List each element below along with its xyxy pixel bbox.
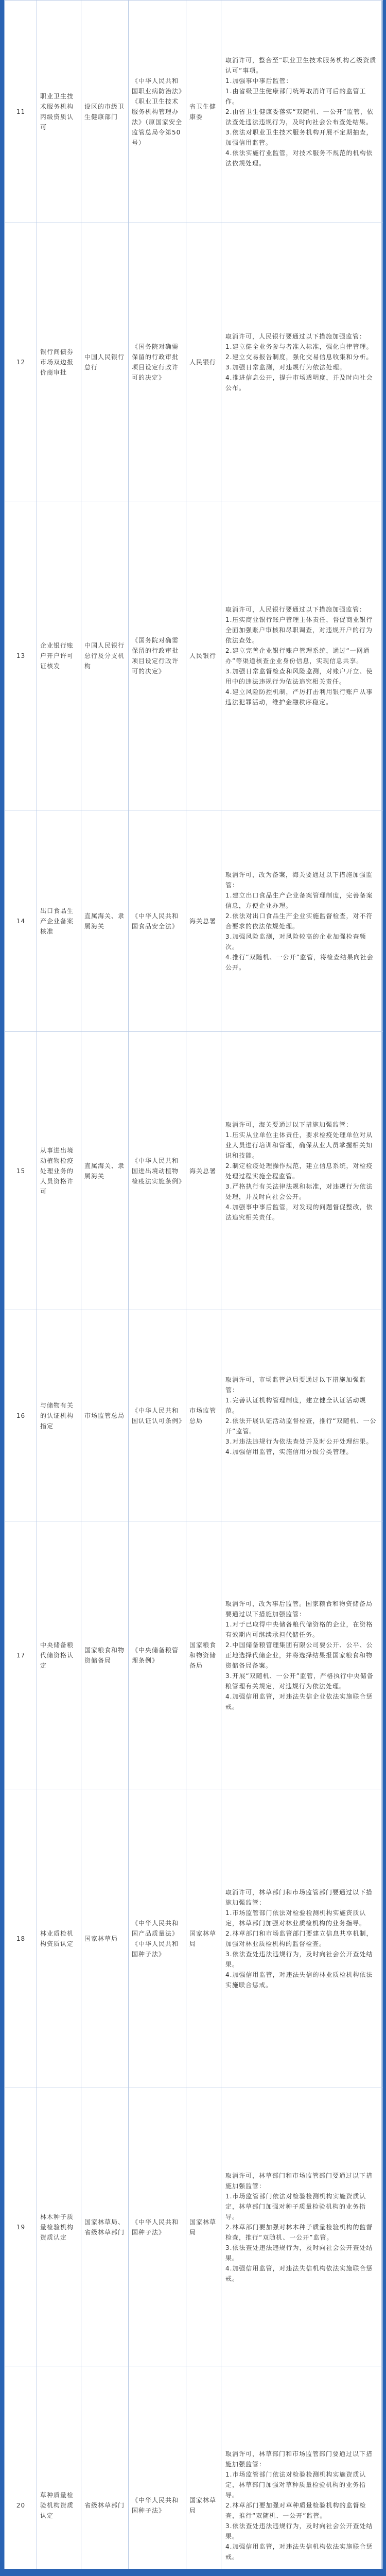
- legal-basis: 《国务院对确需保留的行政审批项目设定行政许可的决定》: [129, 223, 186, 501]
- measure-line: 4.加强事中事后监管，对发现的问题督促整改，依法追究相关责任。: [225, 1203, 373, 1221]
- item-name: 职业卫生技术服务机构丙级资质认可: [37, 1, 81, 223]
- item-name: 林木种子质量检验机构资质认定: [37, 2088, 81, 2366]
- measure-line: 1.市场监管部门依法对检验检测机构实施资质认定，林草部门加强对草种质量检验机构的业务指导。: [225, 2470, 366, 2499]
- reform-measures: [221, 1789, 383, 2088]
- measure-line: 1.市场监管部门依法对检验检测机构实施资质认定，林草部门加强对林业质检机构的业务指导。: [225, 1909, 366, 1927]
- measure-line: 2.建立完善企业银行账户管理系统，通过“一网通办”等渠道核查企业身份信息，实现信息共享。: [225, 647, 370, 665]
- measure-line: 3.加强日常监测，对违规行为依法处理。: [225, 363, 346, 371]
- reform-measures: [221, 1310, 383, 1521]
- legal-basis: 《中华人民共和国产品质量法》《中华人民共和国种子法》: [129, 1789, 186, 2088]
- measure-line: 取消许可，人民银行要通过以下措施加强监管：: [225, 332, 366, 340]
- legal-basis: 《中华人民共和国进出境动植物检疫法实施条例》: [129, 1032, 186, 1310]
- item-name: 企业银行账户开户许可证核发: [37, 501, 81, 810]
- measure-line: 1.建立健全业务参与者准入标准，强化自律管理。: [225, 343, 373, 350]
- measure-line: 4.推行“双随机、一公开”监管，将检查结果向社会公开。: [225, 953, 374, 971]
- measure-line: 2.依法开展认证活动监督检查，推行“双随机、一公开”监管。: [225, 1417, 377, 1435]
- item-name: 出口食品生产企业备案核准: [37, 810, 81, 1032]
- responsible-dept: 国家林草局: [186, 2088, 221, 2366]
- measure-line: 4.建立风险防控机制，严厉打击利用银行账户从事违法犯罪活动，维护金融秩序稳定。: [225, 688, 373, 706]
- measure-line: 2.林草部门和市场监管部门要建立信息共享机制，加强对林业质检机构的监督检查。: [225, 1929, 373, 1947]
- table-row: [5, 2088, 383, 2366]
- responsible-dept: 市场监管总局: [186, 1310, 221, 1521]
- responsible-dept: 省卫生健康委: [186, 1, 221, 223]
- measure-line: 1.对于已取得中央储备粮代储资格的企业，在资格有效期内可继续承担代储任务。: [225, 1620, 373, 1638]
- row-number: 20: [5, 2366, 37, 2576]
- measure-line: 3.对违法违规行为依法查处并及时公开处理结果。: [225, 1437, 373, 1445]
- table-row: [5, 1032, 383, 1310]
- grant-authority: 省级林草部门: [81, 2366, 129, 2576]
- reform-measures: [221, 223, 383, 501]
- table-body: [5, 1, 383, 2576]
- measure-line: 2.建立交易报告制度，强化交易信息收集和分析。: [225, 353, 373, 361]
- grant-authority: 中国人民银行总行: [81, 223, 129, 501]
- reform-table: [5, 0, 383, 2576]
- measure-line: 取消许可，林草部门和市场监管部门要通过以下措施加强监管：: [225, 2450, 373, 2468]
- measure-line: 2.林草部门要加强对草种质量检验机构的监督检查，推行“双随机、一公开”监管。: [225, 2501, 366, 2519]
- table-row: [5, 1310, 383, 1521]
- measure-line: 4.推进信息公开，提升市场透明度，并及时向社会公布。: [225, 374, 373, 392]
- legal-basis: 《中华人民共和国认证认可条例》: [129, 1310, 186, 1521]
- measure-line: 4.加强信用监管，对违法失信的林业质检机构依法实施联合惩戒。: [225, 1971, 373, 1989]
- table-row: [5, 1521, 383, 1789]
- measure-line: 3.依法查处违法违规行为，及时向社会公开查处结果。: [225, 2522, 373, 2540]
- measure-line: 2.中国储备粮管理集团有限公司要公开、公平、公正地选择代储企业，并将选择结果报国家粮食和物资储备局备案。: [225, 1641, 373, 1669]
- reform-measures: [221, 810, 383, 1032]
- measure-line: 4.加强信用监管，对违法失信机构依法实施联合惩戒。: [225, 2543, 373, 2561]
- item-name: 从事进出境动植物检疫处理业务的人员资格许可: [37, 1032, 81, 1310]
- grant-authority: 设区的市级卫生健康部门: [81, 1, 129, 223]
- responsible-dept: 人民银行: [186, 501, 221, 810]
- measure-line: 1.加强事中事后监管：: [225, 77, 293, 84]
- responsible-dept: 国家林草局: [186, 2366, 221, 2576]
- measure-line: 3.加强风险监测，对风险较高的企业加强检查频次。: [225, 933, 366, 951]
- grant-authority: 国家林草局: [81, 1789, 129, 2088]
- measure-line: 3.加强日常监督检查和风险监测，对账户开立、使用中的违法违规行为依法追究相关责任。: [225, 667, 373, 685]
- legal-basis: 《中华人民共和国种子法》: [129, 2366, 186, 2576]
- measure-line: 1.完善认证机构管理制度，建立健全认证活动规范。: [225, 1396, 366, 1414]
- reform-measures: [221, 1, 383, 223]
- grant-authority: 中国人民银行总行及分支机构: [81, 501, 129, 810]
- legal-basis: 《中华人民共和国职业病防治法》《职业卫生技术服务机构管理办法》（原国家安全监管总局令第50号）: [129, 1, 186, 223]
- responsible-dept: 海关总署: [186, 1032, 221, 1310]
- table-row: [5, 1789, 383, 2088]
- legal-basis: 《中央储备粮管理条例》: [129, 1521, 186, 1789]
- table-row: [5, 223, 383, 501]
- measure-line: 取消许可，海关要通过以下措施加强监管：: [225, 1121, 353, 1128]
- measure-line: 1.压实从业单位主体责任，要求检疫处理单位对从业人员进行培训和管理，确保从业人员掌握相关知识和技能。: [225, 1131, 373, 1159]
- measure-line: 取消许可，改为事后监管。国家粮食和物资储备局要通过以下措施加强监管：: [225, 1600, 373, 1618]
- measure-line: 4.依法实施行业监管，对技术服务不规范的机构依法依规处理。: [225, 149, 373, 167]
- legal-basis: 《中华人民共和国种子法》: [129, 2088, 186, 2366]
- reform-measures: [221, 501, 383, 810]
- measure-line: 3.严格执行有关法律法规和标准，对违规行为依法处理，并及时向社会公开。: [225, 1182, 373, 1200]
- item-name: 林业质检机构资质认定: [37, 1789, 81, 2088]
- measure-line: 1.压实商业银行账户管理主体责任，督促商业银行全面加强账户审核和尽职调查，对违规开户的行为依法查处。: [225, 616, 373, 644]
- reform-measures: [221, 1521, 383, 1789]
- row-number: 12: [5, 223, 37, 501]
- row-number: 15: [5, 1032, 37, 1310]
- table-row: [5, 810, 383, 1032]
- item-name: 与储物有关的认证机构指定: [37, 1310, 81, 1521]
- row-number: 11: [5, 1, 37, 223]
- reform-measures: [221, 2088, 383, 2366]
- grant-authority: 市场监管总局: [81, 1310, 129, 1521]
- item-name: 中央储备粮代储资格认定: [37, 1521, 81, 1789]
- responsible-dept: 人民银行: [186, 223, 221, 501]
- document-frame: [4, 0, 382, 2576]
- legal-basis: 《国务院对确需保留的行政审批项目设定行政许可的决定》: [129, 501, 186, 810]
- measure-line: 取消许可，林草部门和市场监管部门要通过以下措施加强监管：: [225, 1888, 373, 1906]
- measure-line: 4.加强信用监管，对违法失信机构依法实施联合惩戒。: [225, 2264, 373, 2282]
- reform-measures: [221, 2366, 383, 2576]
- measure-line: 取消许可，改为备案，海关要通过以下措施加强监管：: [225, 871, 373, 889]
- responsible-dept: 国家林草局: [186, 1789, 221, 2088]
- measure-line: 3.依法查处违法违规行为，及时向社会公开查处结果。: [225, 2244, 373, 2262]
- measure-line: 4.加强信用监管，对违法失信企业依法实施联合惩戒。: [225, 1692, 373, 1710]
- item-name: 草种质量检验机构资质认定: [37, 2366, 81, 2576]
- measure-line: 取消许可，整合至“职业卫生技术服务机构乙级资质认可”事项。: [225, 56, 377, 74]
- row-number: 14: [5, 810, 37, 1032]
- responsible-dept: 海关总署: [186, 810, 221, 1032]
- row-number: 19: [5, 2088, 37, 2366]
- bottom-bar: [0, 2569, 386, 2576]
- row-number: 13: [5, 501, 37, 810]
- measure-line: 2.依法对出口食品生产企业实施监督检查，对不符合要求的依法依规处理。: [225, 912, 373, 930]
- measure-line: 取消许可，人民银行要通过以下措施加强监管：: [225, 605, 366, 613]
- measure-line: 3.依法查处违法违规行为，及时向社会公开查处结果。: [225, 1950, 373, 1968]
- measure-line: 3.开展“双随机、一公开”监管，严格执行中央储备粮管理有关规定，对违规行为依法处理。: [225, 1672, 374, 1690]
- row-number: 16: [5, 1310, 37, 1521]
- measure-line: 取消许可，市场监管总局要通过以下措施加强监管：: [225, 1376, 366, 1394]
- measure-line: 2.林草部门要加强对林木种子质量检验机构的监督检查，推行“双随机、一公开”监管。: [225, 2223, 373, 2241]
- measure-line: 1.市场监管部门依法对检验检测机构实施资质认定，林草部门加强对种子质量检验机构的业务指导。: [225, 2192, 366, 2221]
- row-number: 17: [5, 1521, 37, 1789]
- measure-line: 4.加强信用监管，实施信用分级分类管理。: [225, 1448, 353, 1455]
- measure-line: 1.建立出口食品生产企业备案管理制度，完善备案信息，方便企业办理。: [225, 891, 373, 909]
- measure-line: 取消许可，林草部门和市场监管部门要通过以下措施加强监管：: [225, 2172, 373, 2190]
- grant-authority: 直属海关、隶属海关: [81, 1032, 129, 1310]
- measure-line: 2.由省卫生健康委落实“双随机、一公开”监管，依法查处违法违规行为，及时向社会公布查处结果。: [225, 108, 374, 126]
- table-row: [5, 501, 383, 810]
- measure-line: 3.依法对职业卫生技术服务机构开展不定期抽查，加强信用监管。: [225, 128, 373, 146]
- measure-line: 1.由省级卫生健康部门统筹取消许可后的监管工作。: [225, 87, 366, 105]
- reform-measures: [221, 1032, 383, 1310]
- row-number: 18: [5, 1789, 37, 2088]
- legal-basis: 《中华人民共和国食品安全法》: [129, 810, 186, 1032]
- table-row: [5, 2366, 383, 2576]
- table-row: [5, 1, 383, 223]
- responsible-dept: 国家粮食和物资储备局: [186, 1521, 221, 1789]
- item-name: 银行间债券市场双边报价商审批: [37, 223, 81, 501]
- grant-authority: 直属海关、隶属海关: [81, 810, 129, 1032]
- grant-authority: 国家林草局、省级林草部门: [81, 2088, 129, 2366]
- measure-line: 2.制定检疫处理操作规范，建立信息系统，对检疫处理过程实施全程监管。: [225, 1162, 373, 1180]
- grant-authority: 国家粮食和物资储备局: [81, 1521, 129, 1789]
